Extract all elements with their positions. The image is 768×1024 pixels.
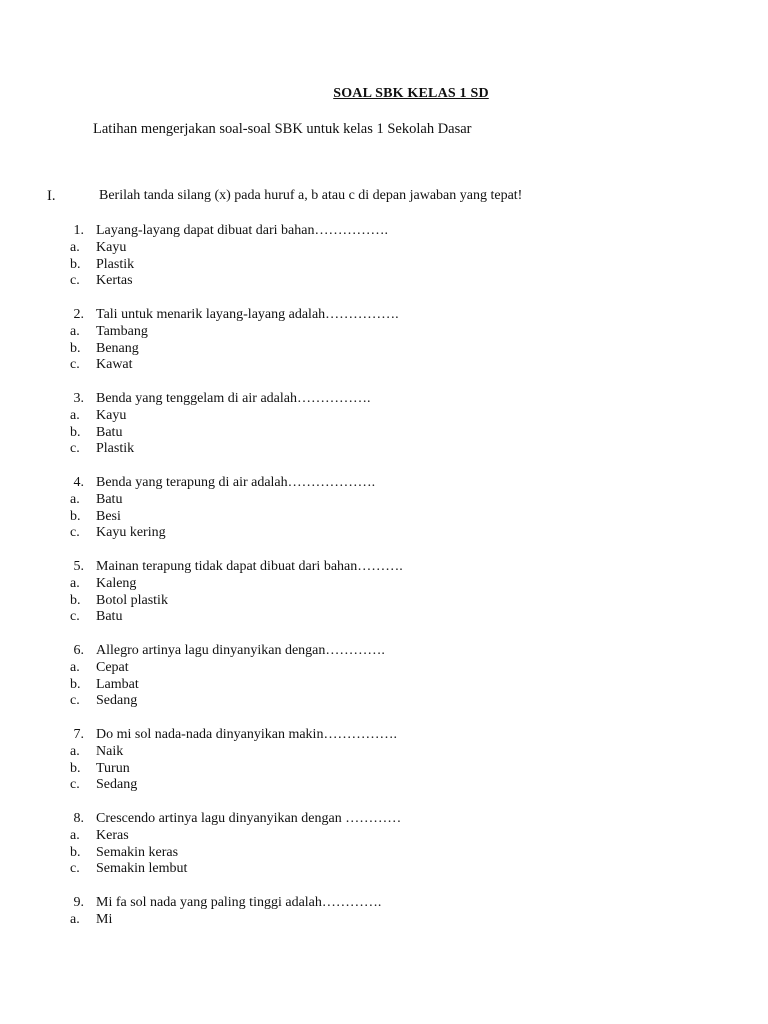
- option-letter: b.: [70, 676, 81, 692]
- answer-option: [0, 525, 768, 542]
- answer-option: [0, 777, 768, 794]
- question-row: [0, 475, 768, 492]
- question-text: Tali untuk menarik layang-layang adalah…………….: [96, 307, 399, 322]
- option-text: Besi: [96, 508, 121, 524]
- option-text: Semakin keras: [96, 844, 179, 860]
- option-letter: c.: [70, 609, 80, 625]
- question-number: 7.: [73, 727, 84, 742]
- document-subtitle: Latihan mengerjakan soal-soal SBK untuk kelas 1 Sekolah Dasar: [93, 121, 472, 137]
- question-text: Mi fa sol nada yang paling tinggi adalah………….: [96, 895, 382, 910]
- option-text: Plastik: [96, 256, 135, 272]
- option-text: Sedang: [96, 777, 138, 793]
- answer-option: [0, 441, 768, 458]
- question-text: Allegro artinya lagu dinyanyikan dengan………….: [96, 643, 385, 658]
- answer-option: [0, 593, 768, 610]
- question-row: [0, 811, 768, 828]
- option-text: Kayu: [96, 407, 127, 423]
- option-text: Tambang: [96, 323, 148, 339]
- question-item: [0, 559, 768, 643]
- answer-option: [0, 576, 768, 593]
- option-letter: a.: [70, 491, 80, 507]
- option-text: Botol plastik: [96, 592, 168, 608]
- answer-option: [0, 845, 768, 862]
- answer-option: [0, 492, 768, 509]
- answer-option: [0, 912, 768, 929]
- answer-option: [0, 324, 768, 341]
- question-text: Benda yang terapung di air adalah……………….: [96, 475, 376, 490]
- section-instruction: Berilah tanda silang (x) pada huruf a, b atau c di depan jawaban yang tepat!: [99, 188, 523, 203]
- option-letter: a.: [70, 911, 80, 927]
- answer-option: [0, 425, 768, 442]
- question-row: [0, 391, 768, 408]
- option-text: Cepat: [96, 659, 129, 675]
- option-text: Naik: [96, 743, 124, 759]
- question-item: [0, 223, 768, 307]
- option-text: Kayu kering: [96, 525, 166, 541]
- document-title: SOAL SBK KELAS 1 SD: [333, 86, 489, 101]
- question-text: Do mi sol nada-nada dinyanyikan makin…………….: [96, 727, 397, 742]
- option-text: Kertas: [96, 273, 133, 289]
- answer-option: [0, 408, 768, 425]
- option-letter: b.: [70, 256, 81, 272]
- question-number: 6.: [73, 643, 84, 658]
- question-item: [0, 643, 768, 727]
- option-letter: b.: [70, 340, 81, 356]
- answer-option: [0, 257, 768, 274]
- option-letter: b.: [70, 508, 81, 524]
- option-text: Lambat: [96, 676, 139, 692]
- option-letter: a.: [70, 659, 80, 675]
- option-text: Sedang: [96, 693, 138, 709]
- question-item: [0, 391, 768, 475]
- question-number: 9.: [73, 895, 84, 910]
- question-number: 4.: [73, 475, 84, 490]
- answer-option: [0, 609, 768, 626]
- question-text: Mainan terapung tidak dapat dibuat dari bahan……….: [96, 559, 403, 574]
- option-letter: b.: [70, 592, 81, 608]
- answer-option: [0, 677, 768, 694]
- option-letter: a.: [70, 827, 80, 843]
- answer-option: [0, 240, 768, 257]
- option-text: Batu: [96, 491, 123, 507]
- question-row: [0, 307, 768, 324]
- option-text: Kawat: [96, 357, 133, 373]
- option-text: Kayu: [96, 239, 127, 255]
- answer-option: [0, 744, 768, 761]
- answer-option: [0, 693, 768, 710]
- option-text: Benang: [96, 340, 139, 356]
- question-number: 8.: [73, 811, 84, 826]
- question-number: 5.: [73, 559, 84, 574]
- option-letter: a.: [70, 323, 80, 339]
- option-letter: a.: [70, 407, 80, 423]
- question-text: Layang-layang dapat dibuat dari bahan…………….: [96, 223, 388, 238]
- option-letter: c.: [70, 693, 80, 709]
- question-item: [0, 895, 768, 979]
- option-letter: c.: [70, 357, 80, 373]
- question-row: [0, 643, 768, 660]
- question-row: [0, 727, 768, 744]
- question-text: Benda yang tenggelam di air adalah…………….: [96, 391, 371, 406]
- question-text: Crescendo artinya lagu dinyanyikan dengan …………: [96, 811, 402, 826]
- question-number: 3.: [73, 391, 84, 406]
- option-text: Keras: [96, 827, 129, 843]
- option-text: Batu: [96, 424, 123, 440]
- answer-option: [0, 828, 768, 845]
- question-number: 2.: [73, 307, 84, 322]
- option-letter: b.: [70, 760, 81, 776]
- question-number: 1.: [73, 223, 84, 238]
- option-text: Plastik: [96, 441, 135, 457]
- option-text: Semakin lembut: [96, 861, 188, 877]
- question-row: [0, 223, 768, 240]
- question-item: [0, 727, 768, 811]
- option-text: Kaleng: [96, 575, 137, 591]
- option-letter: b.: [70, 844, 81, 860]
- answer-option: [0, 341, 768, 358]
- option-letter: c.: [70, 441, 80, 457]
- question-item: [0, 307, 768, 391]
- answer-option: [0, 273, 768, 290]
- question-row: [0, 895, 768, 912]
- option-letter: c.: [70, 861, 80, 877]
- question-row: [0, 559, 768, 576]
- option-letter: a.: [70, 575, 80, 591]
- section-number: I.: [47, 188, 56, 204]
- answer-option: [0, 357, 768, 374]
- answer-option: [0, 660, 768, 677]
- option-letter: b.: [70, 424, 81, 440]
- option-letter: a.: [70, 743, 80, 759]
- option-letter: a.: [70, 239, 80, 255]
- question-item: [0, 811, 768, 895]
- option-letter: c.: [70, 525, 80, 541]
- option-text: Mi: [96, 911, 113, 927]
- option-letter: c.: [70, 273, 80, 289]
- option-text: Batu: [96, 609, 123, 625]
- answer-option: [0, 861, 768, 878]
- option-text: Turun: [96, 760, 130, 776]
- answer-option: [0, 761, 768, 778]
- question-item: [0, 475, 768, 559]
- option-letter: c.: [70, 777, 80, 793]
- answer-option: [0, 509, 768, 526]
- question-list: [0, 223, 768, 979]
